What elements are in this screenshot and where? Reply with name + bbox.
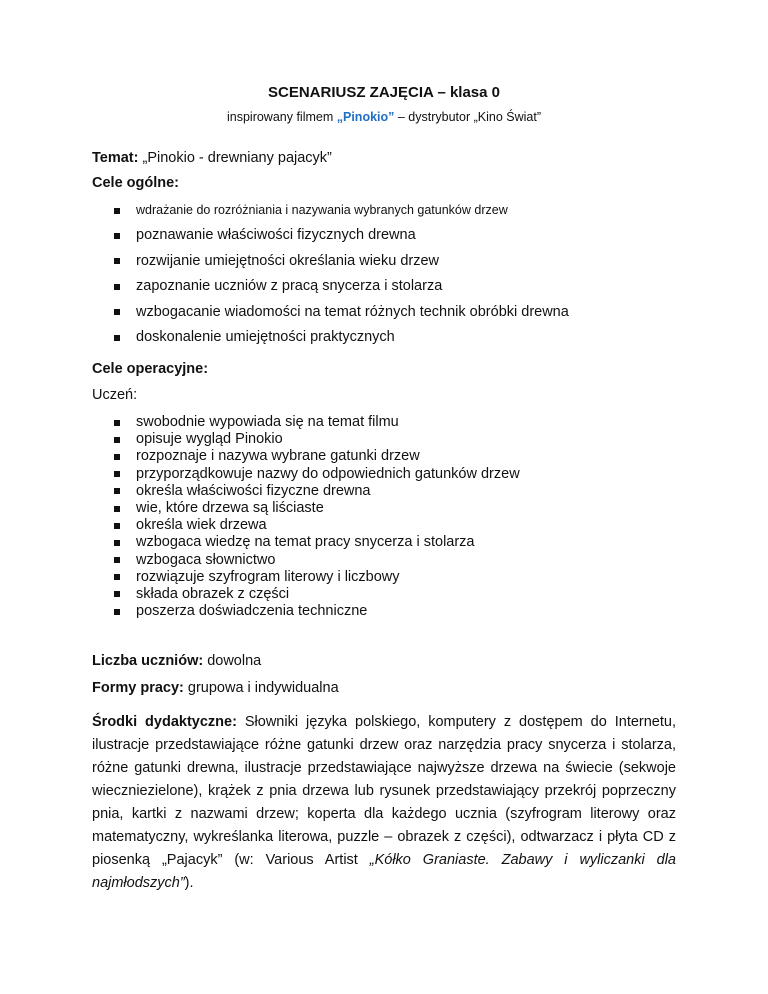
list-item: wzbogaca wiedzę na temat pracy snycerza i stolarza bbox=[92, 534, 520, 551]
list-item: wzbogacanie wiadomości na temat różnych technik obróbki drewna bbox=[92, 300, 569, 325]
srodki-dydaktyczne-paragraph bbox=[92, 711, 676, 895]
temat-value: „Pinokio - drewniany pajacyk” bbox=[138, 150, 332, 166]
document-subtitle bbox=[0, 110, 768, 124]
liczba-uczniow-line bbox=[92, 653, 261, 669]
cele-ogolne-list bbox=[92, 198, 569, 350]
temat-line bbox=[92, 150, 332, 166]
list-item: wdrażanie do rozróżniania i nazywania wybranych gatunków drzew bbox=[92, 198, 569, 223]
srodki-end: ). bbox=[184, 875, 194, 891]
list-item: zapoznanie uczniów z pracą snycerza i stolarza bbox=[92, 274, 569, 299]
list-item: opisuje wygląd Pinokio bbox=[92, 431, 520, 448]
film-name: „Pinokio” bbox=[336, 110, 395, 124]
list-item: składa obrazek z części bbox=[92, 586, 520, 603]
cele-ogolne-heading: Cele ogólne: bbox=[92, 175, 180, 191]
cele-operacyjne-heading: Cele operacyjne: bbox=[92, 361, 209, 377]
list-item bbox=[92, 223, 569, 248]
list-item: wie, które drzewa są liściaste bbox=[92, 500, 520, 517]
list-item: swobodnie wypowiada się na temat filmu bbox=[92, 414, 520, 431]
formy-label: Formy pracy: bbox=[92, 680, 184, 696]
cele-operacyjne-list bbox=[92, 414, 520, 620]
list-item: doskonalenie umiejętności praktycznych bbox=[92, 325, 569, 350]
cele-operacyjne-intro: Uczeń: bbox=[92, 387, 138, 403]
formy-value: grupowa i indywidualna bbox=[183, 680, 339, 696]
list-item: przyporządkowuje nazwy do odpowiednich gatunków drzew bbox=[92, 466, 520, 483]
list-item-text: poznawanie właściwości fizycznych drewna bbox=[136, 227, 416, 244]
document-title: SCENARIUSZ ZAJĘCIA – klasa 0 bbox=[267, 84, 501, 101]
list-item: poszerza doświadczenia techniczne bbox=[92, 603, 520, 620]
liczba-label: Liczba uczniów: bbox=[92, 653, 204, 669]
list-item: rozwijanie umiejętności określania wieku drzew bbox=[92, 249, 569, 274]
liczba-value: dowolna bbox=[203, 653, 262, 669]
temat-label: Temat: bbox=[92, 150, 139, 166]
list-item: określa wiek drzewa bbox=[92, 517, 520, 534]
list-item: rozwiązuje szyfrogram literowy i liczbowy bbox=[92, 569, 520, 586]
subtitle-prefix: inspirowany filmem bbox=[226, 110, 337, 124]
subtitle-suffix: – dystrybutor „Kino Świat” bbox=[394, 110, 541, 124]
list-item: wzbogaca słownictwo bbox=[92, 552, 520, 569]
srodki-text: Słowniki języka polskiego, komputery z dostępem do Internetu, ilustracje przedstawiające różne gatunki drzew oraz narzędzia pracy snycerza i stolarza, różne gatunki drewna, ilustracje przedstawiające najwyższe drzewa na świecie (sekwoje wieczniezielone), krążek z pnia drzewa lub rysunek przedstawiający przekrój poprzeczny pnia, kartki z nazwami drzew; koperta dla każdego ucznia (szyfrogram literowy oraz matematyczny, wykreślanka literowa, puzzle – obrazek z części), odtwarzacz i płyta CD z piosenką „Pajacyk” (w: Various Artist bbox=[92, 714, 676, 868]
srodki-label: Środki dydaktyczne: bbox=[92, 714, 237, 730]
formy-pracy-line bbox=[92, 680, 339, 696]
srodki-italic-title: „Kółko Graniaste. Zabawy i wyliczanki dla najmłodszych” bbox=[92, 852, 676, 891]
list-item: rozpoznaje i nazywa wybrane gatunki drzew bbox=[92, 448, 520, 465]
list-item: określa właściwości fizyczne drewna bbox=[92, 483, 520, 500]
